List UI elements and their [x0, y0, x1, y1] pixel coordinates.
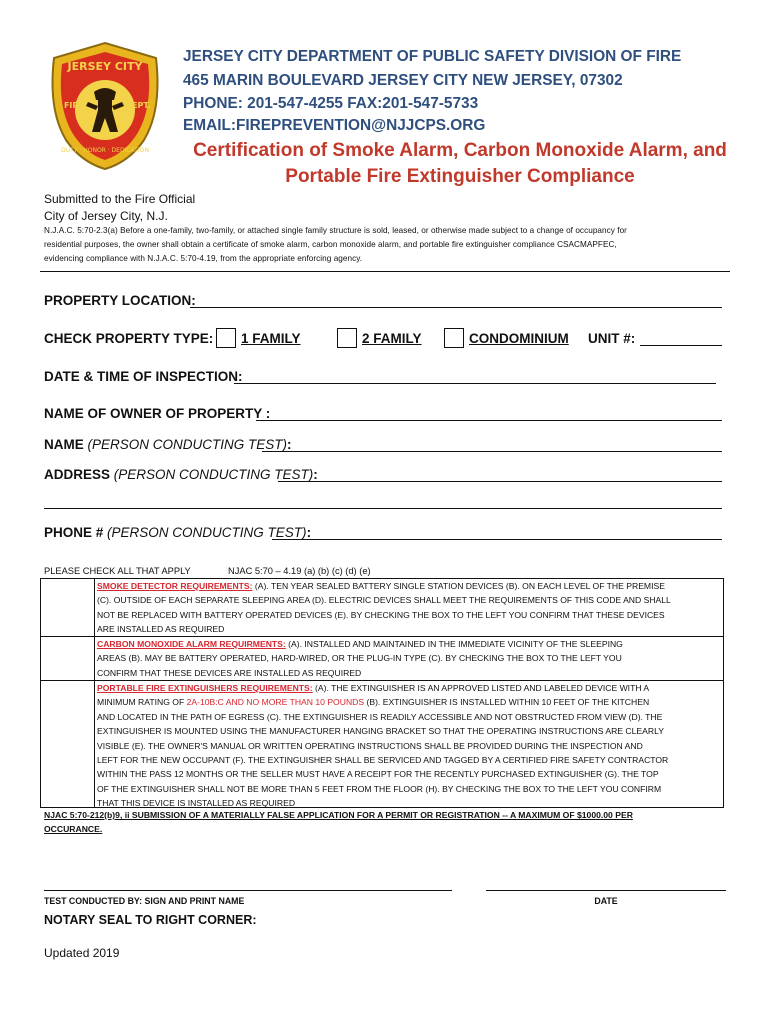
name-label-note: (PERSON CONDUCTING TEST) [87, 437, 288, 452]
ext-line3: AND LOCATED IN THE PATH OF EGRESS (C). THE EXTINGUISHER IS READILY ACCESSIBLE AND NOT OBSTRUCTED FROM VIEW (D). THE [97, 711, 663, 722]
condominium-checkbox[interactable] [444, 328, 464, 348]
property-location-field[interactable] [190, 307, 722, 308]
two-family-checkbox[interactable] [337, 328, 357, 348]
form-title-line1: Certification of Smoke Alarm, Carbon Monoxide Alarm, and [193, 140, 727, 161]
phone-label-colon: : [306, 525, 312, 540]
one-family-label: 1 FAMILY [241, 331, 301, 346]
submitted-to: Submitted to the Fire Official [44, 192, 196, 206]
ext-title: PORTABLE FIRE EXTINGUISHERS REQUIREMENTS: [97, 683, 313, 693]
seal-text-bottom: DUTY · HONOR · DEDICATION [61, 147, 149, 154]
submitted-city: City of Jersey City, N.J. [44, 209, 168, 223]
phone-field[interactable] [272, 539, 722, 540]
njac-text-line1: N.J.A.C. 5:70-2.3(a) Before a one-family, two-family, or attached single family structure is sold, leased, or otherwise made subject to a change of occupancy for [44, 226, 627, 235]
co-line2: AREAS (B). MAY BE BATTERY OPERATED, HARD-WIRED, OR THE PLUG-IN TYPE (C). BY CHECKING THE BOX TO THE LEFT YOU [97, 653, 622, 664]
fire-department-seal [44, 40, 166, 172]
smoke-title: SMOKE DETECTOR REQUIREMENTS: [97, 581, 253, 591]
ext-line9: THAT THIS DEVICE IS INSTALLED AS REQUIRED [97, 798, 296, 809]
address-field[interactable] [278, 481, 722, 482]
seal-text-top: JERSEY CITY [67, 60, 143, 73]
phone-label-note: (PERSON CONDUCTING TEST) [107, 525, 307, 540]
check-all-label: PLEASE CHECK ALL THAT APPLY [44, 566, 191, 576]
two-family-label: 2 FAMILY [362, 331, 422, 346]
smoke-line1: (A). TEN YEAR SEALED BATTERY SINGLE STATION DEVICES (B). ON EACH LEVEL OF THE PREMISE [252, 581, 665, 591]
owner-label: NAME OF OWNER OF PROPERTY : [44, 406, 271, 421]
one-family-checkbox[interactable] [216, 328, 236, 348]
date-time-label: DATE & TIME OF INSPECTION: [44, 369, 243, 384]
address-label-note: (PERSON CONDUCTING TEST) [113, 467, 314, 482]
name-label-colon: : [287, 437, 292, 452]
property-location-label: PROPERTY LOCATION: [44, 293, 196, 308]
penalty-notice [44, 808, 633, 837]
address-label [44, 467, 318, 482]
condominium-label: CONDOMINIUM [469, 331, 569, 346]
header-address: 465 MARIN BOULEVARD JERSEY CITY NEW JERSEY, 07302 [183, 72, 623, 89]
smoke-line2: (C). OUTSIDE OF EACH SEPARATE SLEEPING AREA (D). ELECTRIC DEVICES SHALL MEET THE REQUIREMENTS OF THIS CODE AND SHALL [97, 595, 671, 606]
smoke-line3: NOT BE REPLACED WITH BATTERY OPERATED DEVICES (E). BY CHECKING THE BOX TO THE LEFT YOU CONFIRM THAT THESE DEVICES [97, 609, 665, 620]
co-line3: CONFIRM THAT THESE DEVICES ARE INSTALLED AS REQUIRED [97, 667, 362, 678]
njac-text-line2: residential purposes, the owner shall obtain a certificate of smoke alarm, carbon monoxide alarm, and portable fire extinguisher compliance CSACMAPFEC, [44, 240, 617, 249]
ext-line4: EXTINGUISHER IS MOUNTED USING THE MANUFACTURER HANGING BRACKET SO THAT THE OPERATING INSTRUCTIONS ARE CLEARLY [97, 726, 664, 737]
date-label: DATE [594, 896, 618, 906]
penalty-line1: NJAC 5:70-212(b)9, ii SUBMISSION OF A MATERIALLY FALSE APPLICATION FOR A PERMIT OR REGISTRATION -- A MAXIMUM OF $1000.00 PER [44, 810, 633, 820]
ext-line6: LEFT FOR THE NEW OCCUPANT (F). THE EXTINGUISHER SHALL BE SERVICED AND TAGGED BY A CERTIFIED FIRE SAFETY CONTRACTOR [97, 755, 669, 766]
owner-field[interactable] [256, 420, 722, 421]
unit-field[interactable] [640, 345, 722, 346]
seal-text-dept: DEPT. [125, 101, 151, 110]
co-requirements [97, 637, 623, 680]
co-title: CARBON MONOXIDE ALARM REQUIRMENTS: [97, 639, 286, 649]
ext-line7: WITHIN THE PASS 12 MONTHS OR THE SELLER MUST HAVE A RECEIPT FOR THE RECENTLY PURCHASED EXTINGUISHER (G). THE TOP [97, 769, 659, 780]
smoke-line4: ARE INSTALLED AS REQUIRED [97, 624, 225, 635]
ext-line5: VISIBLE (E). THE OWNER'S MANUAL OR WRITTEN OPERATING INSTRUCTIONS SHALL BE PROVIDED DURING THE INSPECTION AND [97, 740, 643, 751]
signature-line[interactable] [44, 890, 452, 891]
carbon-monoxide-checkbox[interactable] [41, 637, 94, 680]
date-line[interactable] [486, 890, 726, 891]
smoke-detector-checkbox[interactable] [41, 579, 94, 636]
date-time-field[interactable] [234, 383, 716, 384]
njac-reference: NJAC 5:70 – 4.19 (a) (b) (c) (d) (e) [228, 566, 371, 576]
name-label-text: NAME [44, 437, 84, 452]
address-label-colon: : [313, 467, 318, 482]
extinguisher-requirements [97, 681, 668, 811]
notary-label: NOTARY SEAL TO RIGHT CORNER: [44, 913, 257, 927]
header-email: EMAIL:FIREPREVENTION@NJJCPS.ORG [183, 117, 486, 134]
ext-line2-rating: 2A-10B:C AND NO MORE THAN 10 POUNDS [186, 697, 365, 708]
header-department: JERSEY CITY DEPARTMENT OF PUBLIC SAFETY DIVISION OF FIRE [183, 48, 682, 65]
ext-line2a: MINIMUM RATING OF [97, 697, 187, 708]
ext-line8: OF THE EXTINGUISHER SHALL NOT BE MORE THAN 5 FEET FROM THE FLOOR (H). BY CHECKING THE BOX TO THE LEFT YOU CONFIRM [97, 783, 662, 794]
smoke-requirements [97, 579, 671, 637]
fire-extinguisher-checkbox[interactable] [41, 681, 94, 807]
name-label [44, 437, 292, 452]
phone-label-text: PHONE # [44, 525, 104, 540]
co-line1: (A). INSTALLED AND MAINTAINED IN THE IMMEDIATE VICINITY OF THE SLEEPING [285, 639, 623, 649]
njac-text-line3: evidencing compliance with N.J.A.C. 5:70-4.19, from the appropriate enforcing agency. [44, 254, 363, 263]
updated-label: Updated 2019 [44, 946, 120, 960]
ext-line1: (A). THE EXTINGUISHER IS AN APPROVED LISTED AND LABELED DEVICE WITH A [312, 683, 650, 693]
unit-label: UNIT #: [588, 331, 636, 346]
ext-line2b: (B). EXTINGUISHER IS INSTALLED WITHIN 10 FEET OF THE KITCHEN [364, 697, 650, 708]
name-field[interactable] [262, 451, 722, 452]
seal-text-fire: FIRE [63, 101, 85, 110]
address-label-text: ADDRESS [44, 467, 111, 482]
phone-label [44, 525, 311, 540]
header-phone: PHONE: 201-547-4255 FAX:201-547-5733 [183, 95, 479, 112]
signature-label: TEST CONDUCTED BY: SIGN AND PRINT NAME [44, 896, 245, 906]
address-field-line2[interactable] [44, 508, 722, 509]
penalty-line2: OCCURANCE. [44, 824, 103, 835]
form-title-line2: Portable Fire Extinguisher Compliance [285, 166, 635, 187]
divider [40, 271, 730, 272]
property-type-label: CHECK PROPERTY TYPE: [44, 331, 214, 346]
